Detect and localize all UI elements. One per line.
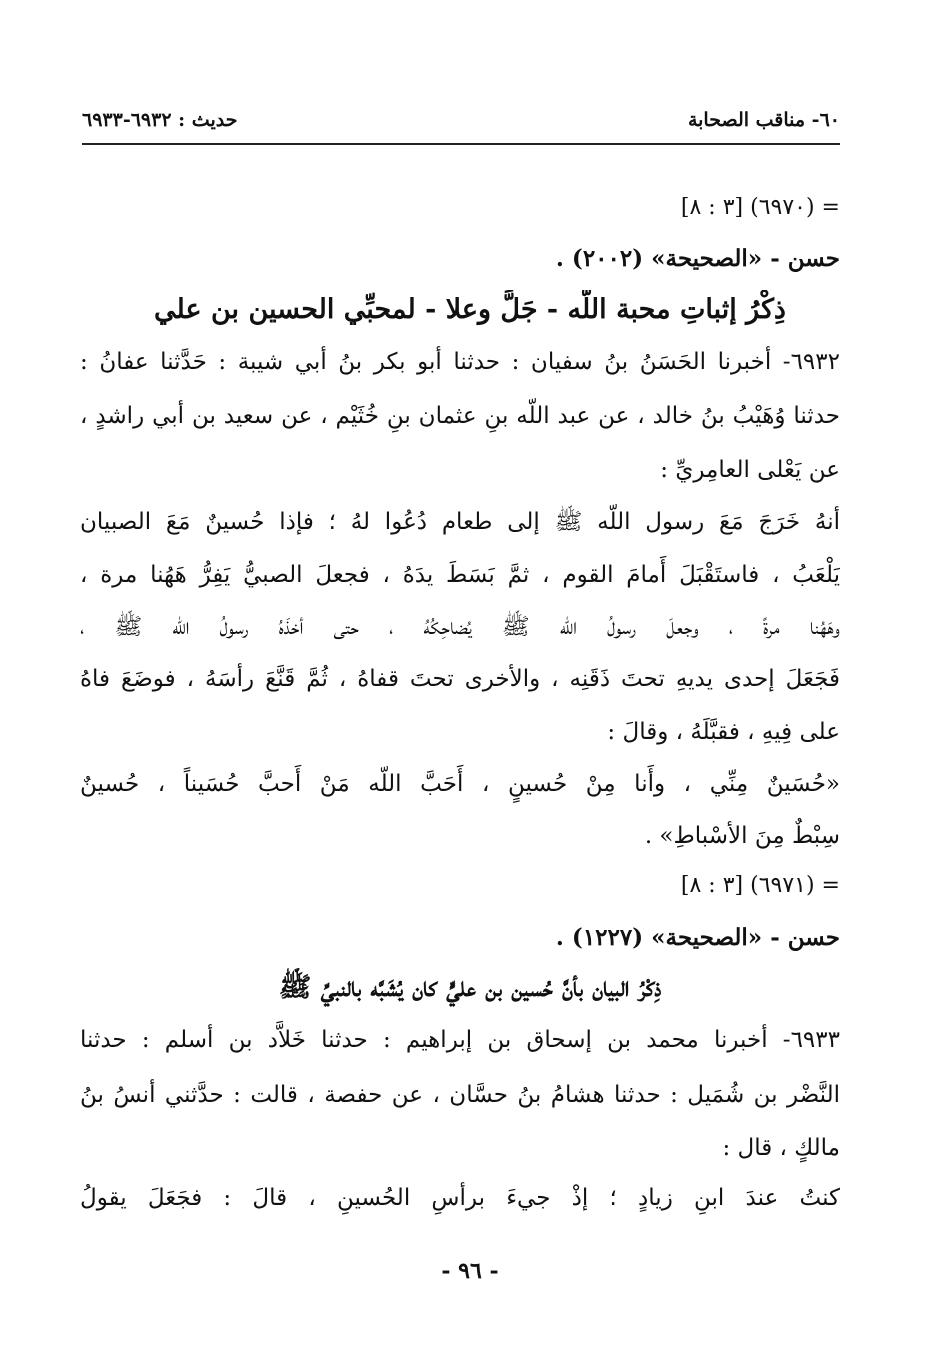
paragraph-line: أنهُ خَرَجَ مَعَ رسول اللّه ﷺ إلى طعام دُعُوا لهُ ؛ فإذا حُسينٌ مَعَ الصبيان: [80, 509, 840, 535]
paragraph-line: سِبْطٌ مِنَ الأسْباطِ» .: [644, 823, 840, 849]
section-heading: ذِكْرُ إثباتِ محبة اللّه - جَلَّ وعلا - لمحبِّي الحسين بن علي: [154, 294, 786, 325]
hadith-grade: حسن - «الصحيحة» (١٢٢٧) .: [555, 924, 840, 951]
paragraph-line: «حُسَينٌ مِنِّي ، وأَنا مِنْ حُسينٍ ، أَحَبَّ اللّه مَنْ أَحبَّ حُسَيناً ، حُسينٌ: [80, 771, 840, 797]
paragraph-line: النَّضْر بن شُمَيل : حدثنا هشامُ بنُ حسَّان ، عن حفصة ، قالت : حدَّثني أنسُ بنُ: [80, 1082, 840, 1108]
paragraph-line: على فِيهِ ، فقبَّلَهُ ، وقالَ :: [607, 719, 840, 745]
paragraph-line: وهَهُنا مرةً ، وجعلَ رسولُ اللّه ﷺ يُضاحِكُهُ ، حتى أخذَهُ رسولُ اللّه ﷺ ،: [80, 614, 840, 640]
section-heading: ذِكْرُ البيان بأنَّ حُسين بن عليٍّ كان يُشَبَّه بالنبيِّ ﷺ: [278, 972, 662, 1003]
paragraph-line: يَلْعَبُ ، فاستَقْبَلَ أَمامَ القوم ، ثمَّ بَسَطَ يدَهُ ، فجعلَ الصبيُّ يَفِرُّ هَهُنا مرة ،: [80, 562, 840, 588]
header-hadith-range: حديث : ٦٩٣٢-٦٩٣٣: [82, 109, 238, 131]
header-chapter-title: ٦٠- مناقب الصحابة: [687, 109, 840, 131]
paragraph-line: حدثنا وُهَيْبُ بنُ خالد ، عن عبد اللّه بنِ عثمان بنِ خُثَيْم ، عن سعيد بن أبي راشدٍ ،: [80, 403, 840, 429]
paragraph-line: كنتُ عندَ ابنِ زيادٍ ؛ إذْ جيءَ برأسِ الحُسينِ ، قالَ : فجَعَلَ يقولُ: [80, 1185, 840, 1211]
page-number: - ٩٦ -: [441, 1258, 499, 1284]
paragraph-line: عن يَعْلى العامِريِّ :: [660, 457, 840, 483]
paragraph-line: ٦٩٣٣- أخبرنا محمد بن إسحاق بن إبراهيم : حدثنا خَلاَّد بن أسلم : حدثنا: [80, 1027, 840, 1053]
paragraph-line: مالكٍ ، قال :: [722, 1135, 840, 1161]
cross-reference: = (٦٩٧١) [٣ : ٨]: [680, 873, 840, 898]
paragraph-line: فَجَعَلَ إحدى يديهِ تحتَ ذَقَنِه ، والأخرى تحتَ قفاهُ ، ثُمَّ قَنَّعَ رأسَهُ ، فوضَعَ فاهُ: [80, 666, 840, 692]
running-header: [82, 100, 840, 140]
paragraph-line: ٦٩٣٢- أخبرنا الحَسَنُ بنُ سفيان : حدثنا أبو بكر بنُ أبي شيبة : حَدَّثنا عفانُ :: [80, 349, 840, 375]
header-divider: [82, 143, 840, 145]
cross-reference: = (٦٩٧٠) [٣ : ٨]: [680, 195, 840, 220]
hadith-grade: حسن - «الصحيحة» (٢٠٠٢) .: [555, 245, 840, 272]
